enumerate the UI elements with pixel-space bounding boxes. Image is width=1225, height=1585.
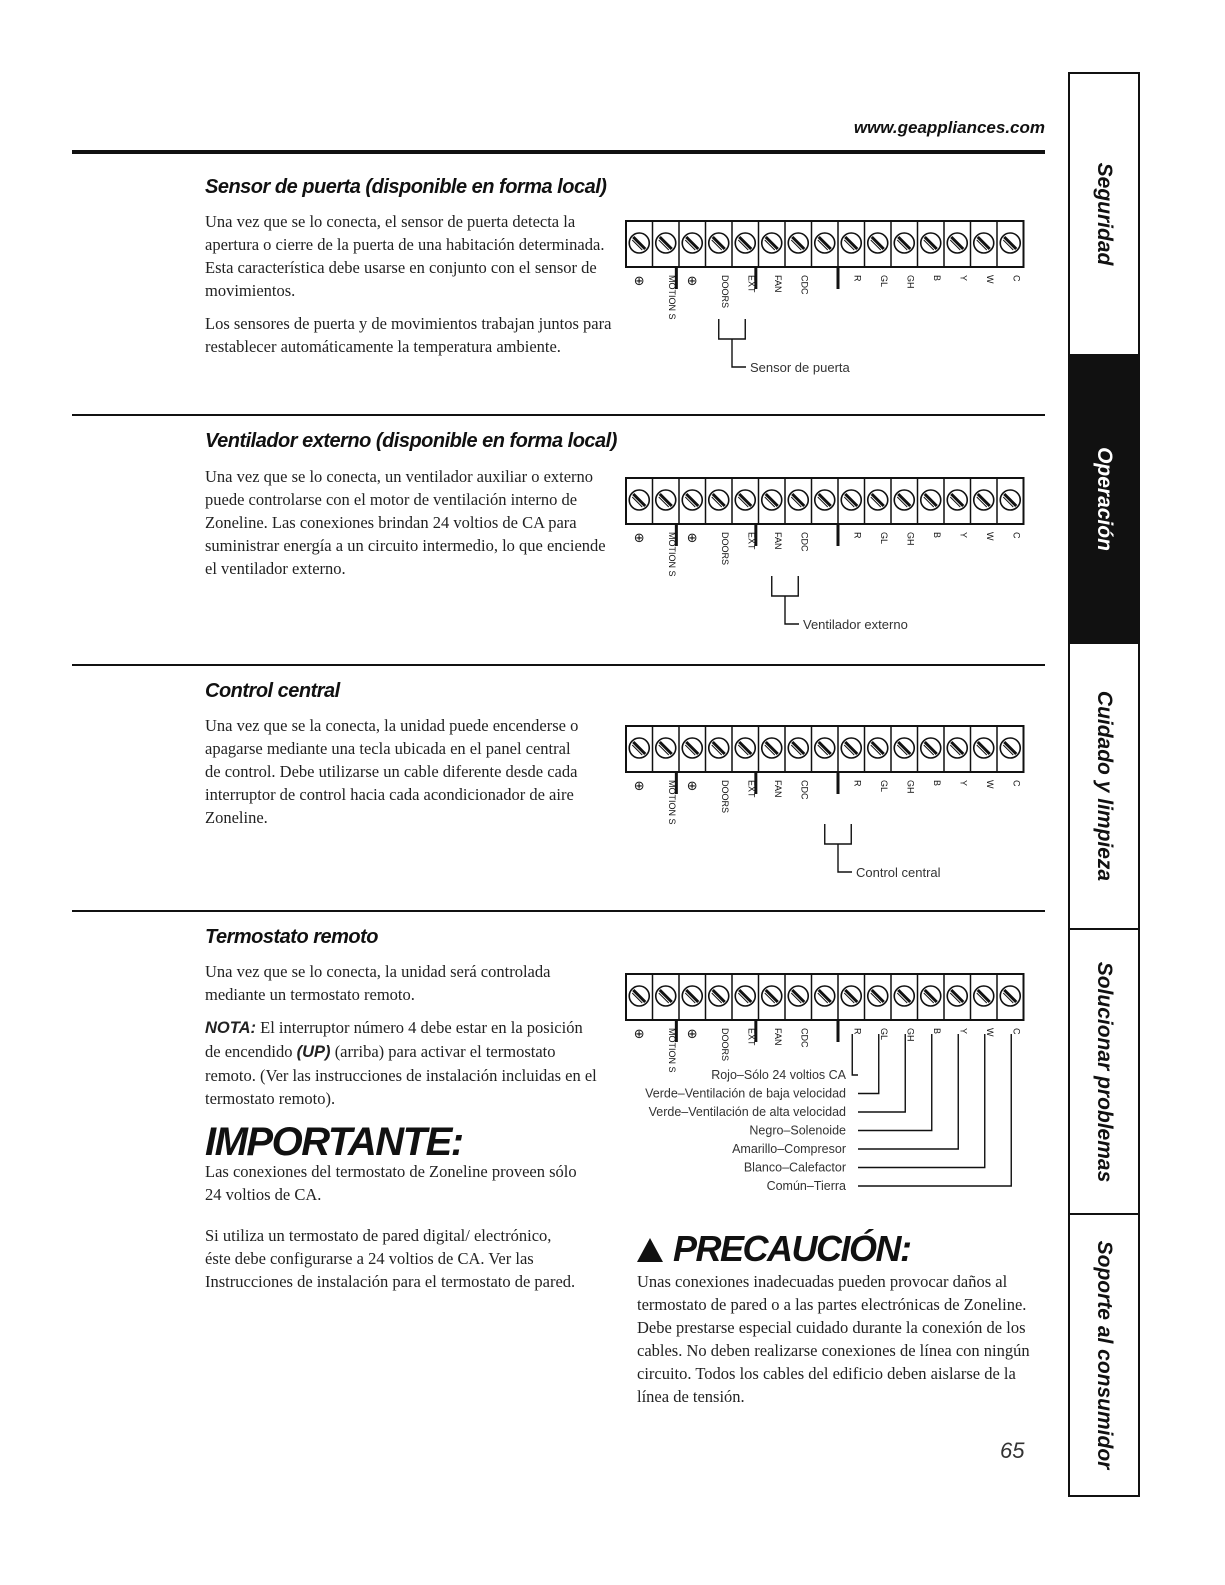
terminal-label: R [852,275,863,282]
nota-text: El interruptor número 4 debe estar en la posición de encendido [205,1018,583,1061]
precaucion-heading [637,1228,911,1270]
terminal-label: FAN [772,1028,783,1046]
wire-label: Verde–Ventilación de baja velocidad [645,1086,846,1101]
wire-line [858,1034,905,1112]
terminal-label: ⊕ [633,274,645,289]
terminal-label: ⊕ [686,531,698,546]
terminal-label: EXT [746,532,757,550]
section-title-ventilador-externo: Ventilador externo (disponible en forma local) [205,430,617,452]
terminal-label: B [931,1028,942,1035]
terminal-label: GH [905,275,916,289]
section-body-sensor-puerta [205,210,615,368]
terminal-label: W [984,780,995,789]
terminal-label: FAN [772,275,783,293]
precaucion-body [637,1270,1047,1418]
terminal-label: EXT [746,1028,757,1046]
paragraph: Unas conexiones inadecuadas pueden provocar daños al termostato de pared o a las partes electrónicas de Zoneline. Debe prestarse especial cuidado durante la conexión de los cables. No deben realizarse conexiones de línea con ningún circuito. Todos los cables del edificio deben aislarse de la línea de tensión. [637,1272,1030,1406]
terminal-label: CDC [799,780,810,800]
bracket-label: Ventilador externo [803,617,908,632]
section-divider [72,910,1045,912]
tab-operacion[interactable] [1070,356,1138,644]
section-title-sensor-puerta: Sensor de puerta (disponible en forma local) [205,176,607,198]
bracket-line [719,319,746,339]
bracket-label: Control central [856,865,941,880]
tab-label: Operación [1093,447,1116,551]
page-number: 65 [1000,1438,1025,1463]
bracket-leader [732,339,746,367]
terminal-label: C [1011,780,1022,787]
wire-line [858,1034,1011,1186]
nota-text: (arriba) para activar el termostato remoto. (Ver las instrucciones de instalación incluidas en el termostato remoto). [205,1042,597,1108]
wire-label: Negro–Solenoide [749,1123,846,1138]
terminal-label: GH [905,532,916,546]
terminal-label: Y [958,780,969,787]
terminal-label: Y [958,275,969,282]
paragraph: Las conexiones del termostato de Zoneline proveen sólo 24 voltios de CA. [205,1162,577,1204]
terminal-label: EXT [746,275,757,293]
wire-line [858,1034,958,1149]
terminal-diagram-sensor-puerta [620,215,1050,385]
wire-label: Blanco–Calefactor [743,1160,846,1175]
tab-cuidado-limpieza[interactable] [1070,644,1138,930]
terminal-label: R [852,532,863,539]
paragraph: Si utiliza un termostato de pared digital/ electrónico, éste debe configurarse a 24 voltios de CA. Ver las Instrucciones de instalación para el termostato de pared. [205,1226,576,1291]
terminal-label: B [931,275,942,282]
up-label: (UP) [296,1043,331,1061]
paragraph: Una vez que se lo conecta, la unidad será controlada mediante un termostato remoto. [205,962,551,1004]
section-body-termostato-remoto [205,960,600,1120]
tab-label: Solucionar problemas [1093,961,1116,1182]
terminal-label: DOORS [719,275,730,309]
tab-solucionar-problemas[interactable] [1070,930,1138,1215]
terminal-label: R [852,1028,863,1035]
terminal-label: B [931,780,942,787]
terminal-diagram-ventilador-externo [620,472,1050,642]
terminal-label: GH [905,780,916,794]
wire-label: Rojo–Sólo 24 voltios CA [711,1068,846,1082]
terminal-label: C [1011,532,1022,539]
paragraph: Una vez que se lo conecta, un ventilador auxiliar o externo puede controlarse con el motor de ventilación interno de Zoneline. Las conexiones brindan 24 voltios de CA para suministrar energía a un circuito intermedio, lo que enciende el ventilador externo. [205,467,606,578]
terminal-label: Y [958,1028,969,1035]
section-body-control-central [205,714,580,839]
precaucion-text: PRECAUCIÓN: [673,1228,911,1269]
terminal-label: ⊕ [686,779,698,794]
section-title-termostato-remoto: Termostato remoto [205,926,379,948]
website-url: www.geappliances.com [853,118,1045,137]
terminal-label: CDC [799,1028,810,1048]
terminal-label: ⊕ [633,779,645,794]
terminal-label: GH [905,1028,916,1042]
importante-heading: IMPORTANTE: [205,1120,463,1164]
terminal-label: ⊕ [633,1027,645,1042]
wire-line [858,1034,932,1131]
tab-soporte-consumidor[interactable] [1070,1215,1138,1495]
terminal-label: DOORS [719,780,730,814]
header-rule [72,150,1045,154]
nota-paragraph [205,1016,600,1110]
wire-line [858,1034,985,1168]
terminal-label: DOORS [719,1028,730,1062]
terminal-label: R [852,780,863,787]
terminal-label: GL [878,780,889,793]
terminal-label: DOORS [719,532,730,566]
terminal-label: MOTION S [666,275,677,320]
wire-line [852,1034,858,1075]
section-divider [72,664,1045,666]
terminal-label: CDC [799,532,810,552]
bracket-line [825,824,852,844]
nota-label: NOTA: [205,1019,257,1037]
wire-line [858,1034,879,1094]
terminal-label: MOTION S [666,1028,677,1073]
terminal-label: B [931,532,942,539]
section-divider [72,414,1045,416]
paragraph: Una vez que se lo conecta, el sensor de puerta detecta la apertura o cierre de la puerta de una habitación determinada. Esta característica debe usarse en conjunto con el sensor de movimientos. [205,212,605,300]
tab-label: Seguridad [1093,162,1116,266]
terminal-label: W [984,275,995,284]
terminal-label: GL [878,1028,889,1041]
wire-label: Verde–Ventilación de alta velocidad [648,1105,846,1119]
bracket-leader [838,844,852,872]
terminal-label: FAN [772,780,783,798]
side-tab-strip [1068,72,1140,1497]
terminal-diagram-termostato-remoto [620,968,1050,1208]
terminal-label: MOTION S [666,780,677,825]
bracket-leader [785,596,799,624]
importante-body [205,1160,580,1303]
terminal-label: FAN [772,532,783,550]
terminal-label: ⊕ [686,274,698,289]
section-title-control-central: Control central [205,680,340,702]
terminal-label: ⊕ [633,531,645,546]
terminal-diagram-control-central [620,720,1050,890]
tab-seguridad[interactable] [1070,74,1138,356]
tab-label: Soporte al consumidor [1093,1240,1116,1470]
bracket-label: Sensor de puerta [750,360,850,375]
wire-label: Amarillo–Compresor [732,1142,846,1156]
terminal-label: C [1011,275,1022,282]
terminal-label: W [984,1028,995,1037]
terminal-label: Y [958,532,969,539]
terminal-label: C [1011,1028,1022,1035]
bracket-line [772,576,799,596]
terminal-label: GL [878,275,889,288]
terminal-label: MOTION S [666,532,677,577]
terminal-label: ⊕ [686,1027,698,1042]
paragraph: Una vez que se la conecta, la unidad puede encenderse o apagarse mediante una tecla ubicada en el panel central de control. Debe utilizarse un cable diferente desde cada interruptor de control hacia cada acondicionador de aire Zoneline. [205,716,579,827]
section-body-ventilador-externo [205,465,620,590]
tab-label: Cuidado y limpieza [1093,690,1116,882]
terminal-label: W [984,532,995,541]
paragraph: Los sensores de puerta y de movimientos trabajan juntos para restablecer automáticamente la temperatura ambiente. [205,314,612,356]
wire-label: Común–Tierra [766,1179,846,1193]
terminal-label: GL [878,532,889,545]
warning-icon [637,1238,663,1262]
terminal-label: CDC [799,275,810,295]
terminal-label: EXT [746,780,757,798]
